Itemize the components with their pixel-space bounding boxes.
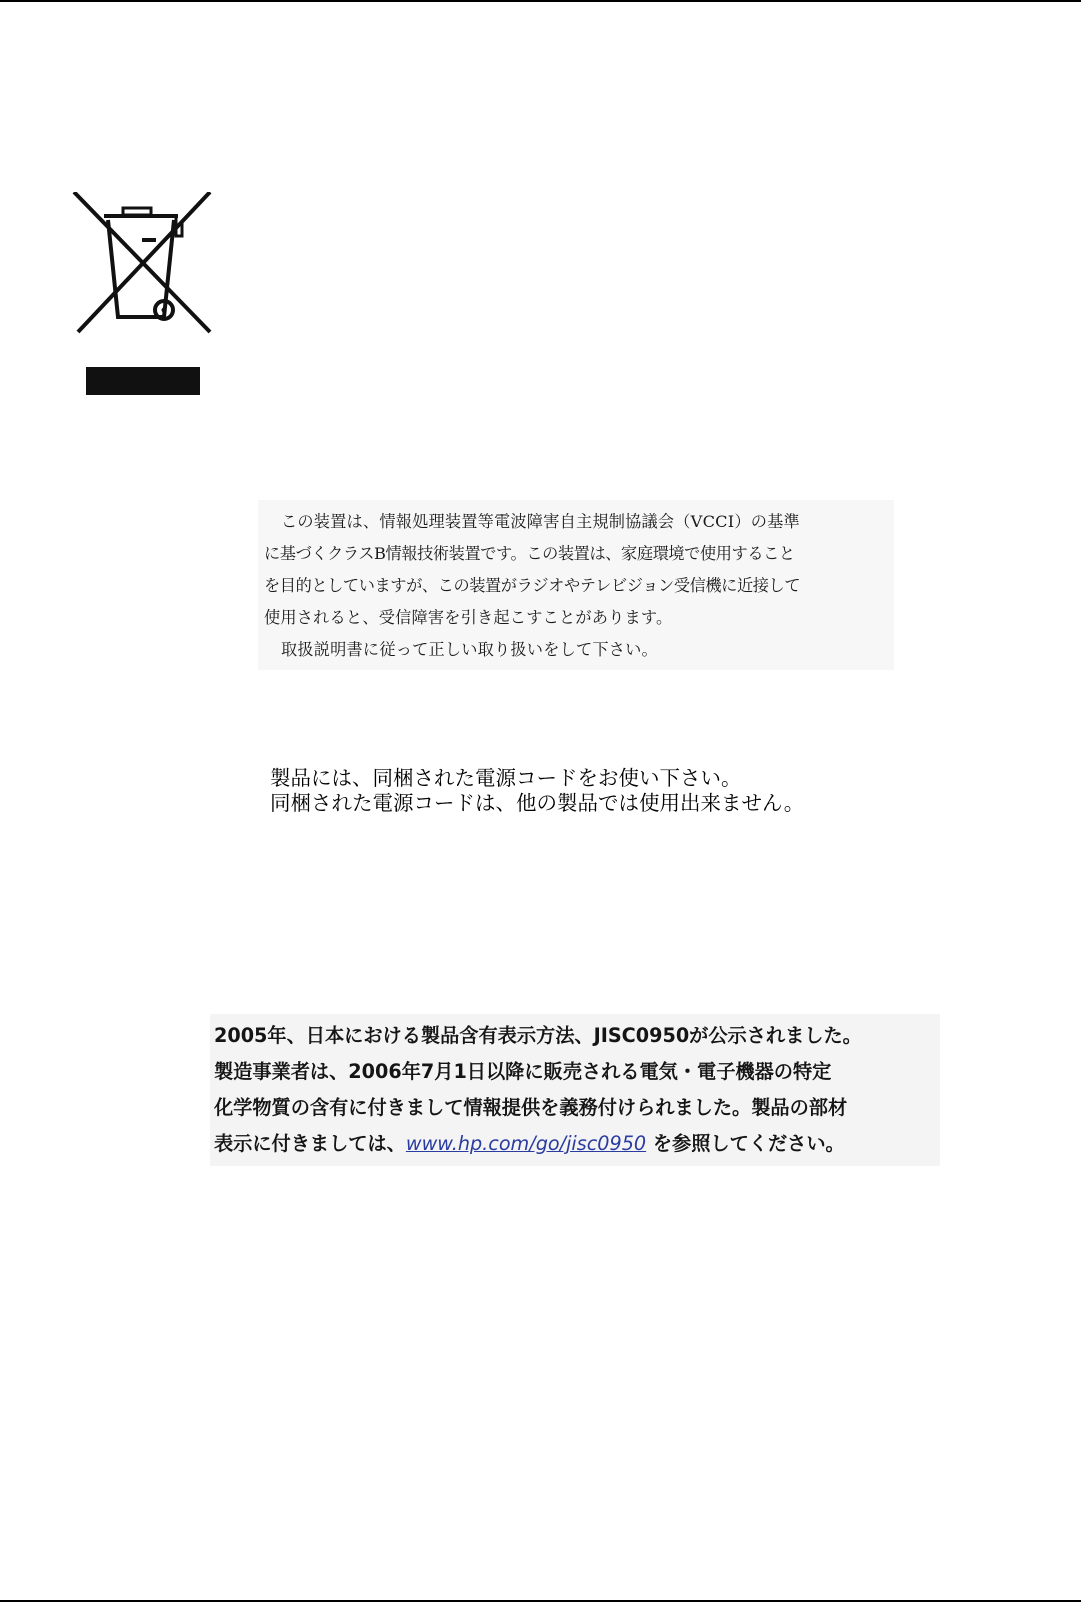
jisc0950-line-3: 化学物質の含有に付きまして情報提供を義務付けられました。製品の部材 bbox=[214, 1096, 848, 1119]
jisc0950-line-4-prefix: 表示に付きましては、 bbox=[214, 1132, 406, 1155]
vcci-notice bbox=[258, 500, 894, 670]
power-cord-line-2: 同梱された電源コードは、他の製品では使用出来ません。 bbox=[270, 791, 805, 815]
top-rule bbox=[0, 0, 1081, 2]
jisc0950-line-2: 製造事業者は、2006年7月1日以降に販売される電気・電子機器の特定 bbox=[214, 1060, 832, 1083]
jisc0950-line-4-suffix: を参照してください。 bbox=[652, 1132, 845, 1155]
power-cord-line-1: 製品には、同梱された電源コードをお使い下さい。 bbox=[270, 766, 742, 790]
vcci-line-5: 取扱説明書に従って正しい取り扱いをして下さい。 bbox=[281, 640, 658, 659]
power-cord-notice bbox=[270, 766, 804, 816]
vcci-line-2: に基づくクラスB情報技術装置です。この装置は、家庭環境で使用すること bbox=[264, 544, 795, 563]
vcci-line-3: を目的としていますが、この装置がラジオやテレビジョン受信機に近接して bbox=[264, 576, 801, 595]
jisc0950-link[interactable]: www.hp.com/go/jisc0950 bbox=[405, 1132, 647, 1155]
vcci-line-1: この装置は、情報処理装置等電波障害自主規制協議会（VCCI）の基準 bbox=[281, 512, 800, 531]
vcci-line-4: 使用されると、受信障害を引き起こすことがあります。 bbox=[264, 608, 673, 627]
jisc0950-line-4 bbox=[214, 1126, 938, 1162]
jisc0950-line-1: 2005年、日本における製品含有表示方法、JISC0950が公示されました。 bbox=[214, 1024, 862, 1047]
jisc0950-notice bbox=[210, 1014, 940, 1166]
weee-crossed-bin-icon bbox=[70, 192, 215, 397]
bottom-rule bbox=[0, 1600, 1081, 1602]
